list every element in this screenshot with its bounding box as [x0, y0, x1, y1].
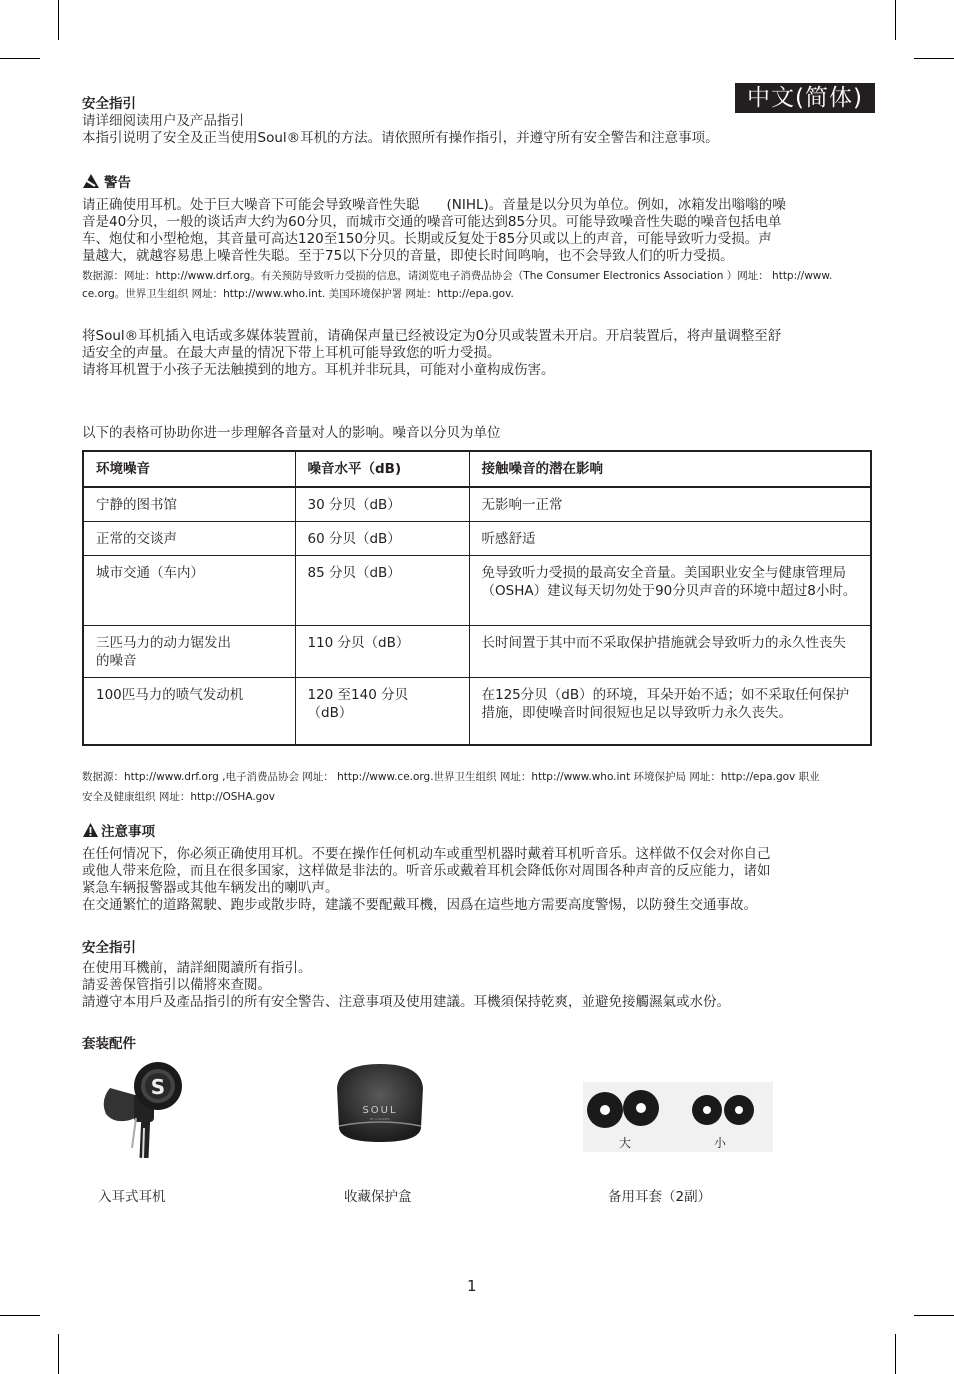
table-cell: 城市交通（车内） [83, 555, 295, 625]
earphone-image [96, 1058, 186, 1158]
crop-mark [895, 0, 896, 40]
safety2-line: 請遵守本用戶及產品指引的所有安全警告、注意事項及使用建議。耳機須保持乾爽，並避免接觸濕氣或水份。 [82, 994, 730, 1010]
plugin-line: 将Soul®耳机插入电话或多媒体装置前，请确保声量已经被设定为0分贝或装置未开启。开启装置后，将声量调整至舒 [82, 328, 782, 344]
table-intro: 以下的表格可协助你进一步理解各音量对人的影响。噪音以分贝为单位 [82, 425, 501, 441]
warning-line: 音是40分贝，一般的谈话声大约为60分贝，而城市交通的噪音可能达到85分贝。可能导致噪音性失聪的噪音包括电单 [82, 214, 782, 230]
table-source [82, 767, 882, 807]
crop-mark [0, 1315, 40, 1316]
warning-line: 请正确使用耳机。处于巨大噪音下可能会导致噪音性失聪 (NIHL)。音量是以分贝为单位。例如，冰箱发出嗡嗡的噪 [82, 197, 786, 213]
safety-line: 本指引说明了安全及正当使用Soul®耳机的方法。请依照所有操作指引，并遵守所有安全警告和注意事项。 [82, 130, 719, 146]
table-row [83, 677, 871, 745]
caution-title: 注意事项 [101, 824, 155, 840]
caption-ear-tips: 备用耳套（2副） [608, 1189, 712, 1205]
table-cell: 正常的交谈声 [83, 521, 295, 555]
crop-mark [58, 0, 59, 40]
table-cell: 30 分贝（dB） [295, 487, 469, 521]
safety-line: 请详细阅读用户及产品指引 [82, 113, 244, 129]
svg-text:S: S [150, 1075, 166, 1099]
safety2-title: 安全指引 [82, 940, 136, 956]
crop-mark [895, 1334, 896, 1374]
case-logo-sub: BY LUDACRIS [370, 1117, 390, 1121]
caution-line: 在交通繁忙的道路駕駛、跑步或散步時，建議不要配戴耳機，因爲在這些地方需要高度警惕，以防發生交通事故。 [82, 897, 757, 913]
caution-section [82, 822, 882, 914]
table-cell: 宁静的图书馆 [83, 487, 295, 521]
ear-tips-image [583, 1082, 773, 1152]
table-cell: 长时间置于其中而不采取保护措施就会导致听力的永久性丧失 [469, 625, 871, 677]
table-cell: 在125分贝（dB）的环境，耳朵开始不适；如不采取任何保护措施，即使噪音时间很短也足以导致听力永久丧失。 [469, 677, 871, 745]
warning-line: 量越大，就越容易患上噪音性失聪。至于75以下分贝的音量，即使长时间鸣响，也不会导致人们的听力受损。 [82, 248, 734, 264]
warning-line: 车、炮仗和小型枪炮，其音量可高达120至150分贝。长期或反复处于85分贝或以上的声音，可能导致听力受损。声 [82, 231, 772, 247]
plugin-section [82, 328, 882, 379]
case-logo: SOUL [362, 1105, 398, 1116]
plugin-line: 请将耳机置于小孩子无法触摸到的地方。耳机并非玩具，可能对小童构成伤害。 [82, 362, 555, 378]
table-cell: 100匹马力的喷气发动机 [83, 677, 295, 745]
tip-large-label: 大 [619, 1136, 632, 1150]
table-cell: 110 分贝（dB） [295, 625, 469, 677]
crop-mark [58, 1334, 59, 1374]
table-row [83, 487, 871, 521]
table-cell: 60 分贝（dB） [295, 521, 469, 555]
noise-level-table [82, 450, 872, 746]
safety2-line: 在使用耳機前，請詳細閱讀所有指引。 [82, 960, 312, 976]
caution-line: 在任何情况下，你必须正确使用耳机。不要在操作任何机动车或重型机器时戴着耳机听音乐。这样做不仅会对你自己 [82, 846, 771, 862]
column-header: 环境噪音 [83, 451, 295, 487]
warning-icon [82, 173, 100, 194]
page-number: 1 [467, 1277, 477, 1295]
ear-tips-graphic [583, 1082, 773, 1132]
table-cell: 三匹马力的动力锯发出的噪音 [83, 625, 295, 677]
warning-heading [82, 173, 882, 194]
table-row [83, 625, 871, 677]
accessories-title: 套装配件 [82, 1036, 136, 1052]
caution-line: 或他人带来危险，而且在很多国家，这样做是非法的。听音乐或戴着耳机会降低你对周围各种声音的反应能力，诸如 [82, 863, 771, 879]
caution-line: 紧急车辆报警器或其他车辆发出的喇叭声。 [82, 880, 339, 896]
column-header: 噪音水平（dB) [295, 451, 469, 487]
safety-title: 安全指引 [82, 96, 136, 112]
table-cell: 85 分贝（dB） [295, 555, 469, 625]
crop-mark [0, 58, 40, 59]
caption-earphones: 入耳式耳机 [98, 1189, 166, 1205]
safety-traditional-section [82, 940, 882, 1011]
tip-small-label: 小 [714, 1136, 727, 1150]
language-tag: 中文(简体) [735, 83, 875, 113]
table-header-row [83, 451, 871, 487]
warning-section [82, 173, 882, 303]
source-note: 安全及健康组织 网址：http://OSHA.gov [82, 791, 275, 803]
safety-section [82, 96, 882, 147]
safety2-line: 請妥善保管指引以備將來查閱。 [82, 977, 271, 993]
plugin-line: 适安全的声量。在最大声量的情况下带上耳机可能导致您的听力受损。 [82, 345, 501, 361]
warning-title: 警告 [104, 175, 131, 191]
table-row [83, 555, 871, 625]
crop-mark [914, 58, 954, 59]
caption-case: 收藏保护盒 [344, 1189, 412, 1205]
table-cell: 120 至140 分贝（dB） [295, 677, 469, 745]
table-row [83, 521, 871, 555]
caution-heading [82, 822, 882, 843]
source-note: ce.org。世界卫生组织 网址：http://www.who.int. 美国环境保护署 网址：http://epa.gov. [82, 288, 514, 300]
caution-icon [82, 822, 99, 843]
crop-mark [914, 1315, 954, 1316]
table-cell: 听感舒适 [469, 521, 871, 555]
column-header: 接触噪音的潜在影响 [469, 451, 871, 487]
table-cell: 无影响一正常 [469, 487, 871, 521]
carrying-case-image [325, 1058, 435, 1148]
table-cell: 免导致听力受损的最高安全音量。美国职业安全与健康管理局（OSHA）建议每天切勿处于90分贝声音的环境中超过8小时。 [469, 555, 871, 625]
source-note: 数据源：http://www.drf.org ,电子消费品协会 网址： http://www.ce.org.世界卫生组织 网址：http://www.who.int 环境保护局 网址：http://epa.gov 职业 [82, 771, 820, 783]
source-note: 数据源：网址：http://www.drf.org。有关预防导致听力受损的信息，请浏览电子消费品协会（The Consumer Electronics Association ）网址： http://www. [82, 270, 833, 282]
